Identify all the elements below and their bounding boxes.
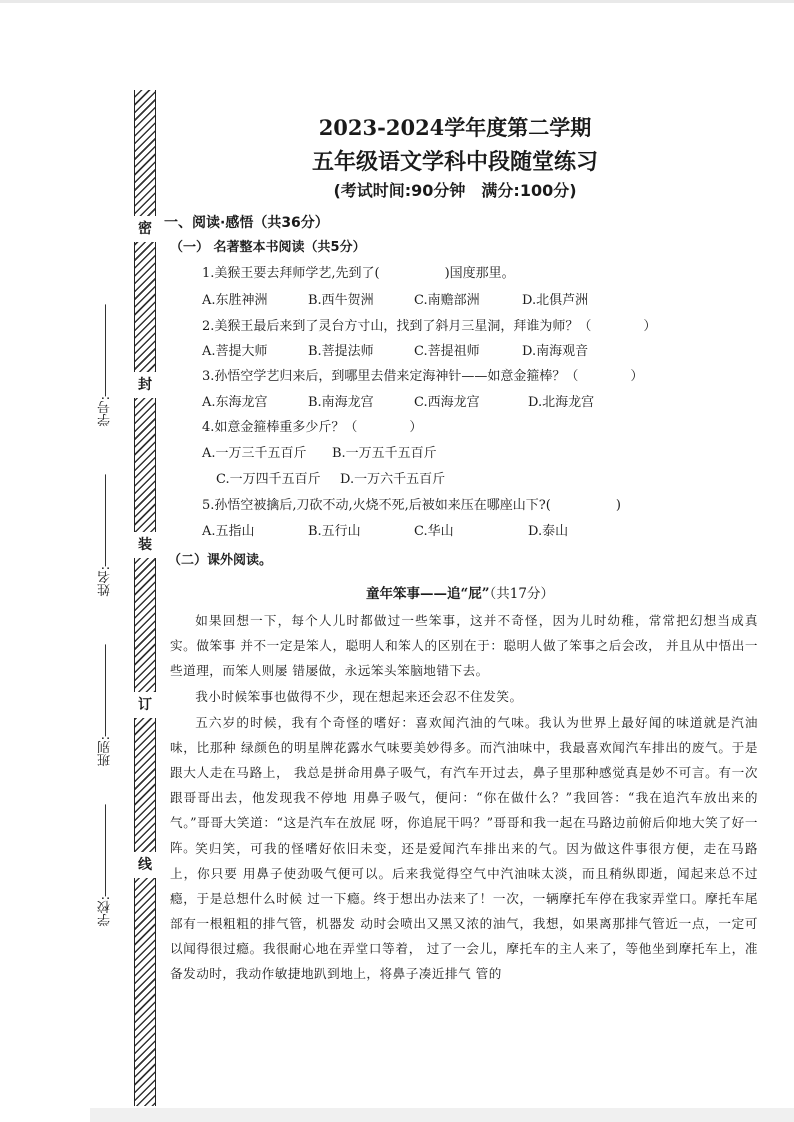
class-field[interactable] <box>96 640 126 766</box>
binding-mark-zhuang: 装 <box>134 532 156 558</box>
option[interactable]: A.一万三千五百斤 <box>202 446 307 461</box>
school-label: 学校: <box>98 896 113 927</box>
student-name-field[interactable] <box>96 470 126 596</box>
binding-strip <box>134 90 156 1106</box>
school-field[interactable] <box>96 800 126 926</box>
article-paragraph-4: 笑归笑，可我的怪嗜好依旧未变，还是爱闻汽车排出来的气。因为做这件事很方便，走在马路上，你只要 用鼻子使劲吸气便可以。后来我觉得空气中汽油味太淡，而且稍纵即逝，闻起来总不过瘾，于是总想什么时候 过一下瘾。终于想出办法来了！一次，一辆摩托车停在我家弄堂口。摩托车尾部有一根粗粗的排气管，机器发 动时会喷出又黑又浓的油气，我想，如果离那排气管近一点，一定可以闻得很过瘾。我很耐心地在弄堂口等着， 过了一会儿，摩托车的主人来了，等他坐到摩托车上，准备发动时，我动作敏捷地趴到地上，将鼻子凑近排气 管的 <box>170 841 758 981</box>
option[interactable]: B.西牛贺洲 <box>308 293 374 308</box>
section-1-heading: 一、阅读·感悟（共36分） <box>164 215 329 231</box>
article-score: （共17分） <box>489 586 554 602</box>
exam-title-term: 2023-2024学年度第二学期 <box>318 115 592 140</box>
option[interactable]: C.西海龙宫 <box>414 395 480 410</box>
option[interactable]: D.一万六千五百斤 <box>340 472 446 487</box>
option[interactable]: D.南海观音 <box>522 344 589 359</box>
binding-mark-ding: 订 <box>134 692 156 718</box>
page-edge <box>90 1108 794 1122</box>
question-3: 3.孙悟空学艺归来后，到哪里去借来定海神针——如意金箍棒？（ ） <box>202 369 644 384</box>
option[interactable]: A.菩提大师 <box>202 344 268 359</box>
option[interactable]: D.泰山 <box>528 524 569 539</box>
page-edge <box>0 0 794 3</box>
option[interactable]: D.北俱芦洲 <box>522 293 589 308</box>
question-1: 1.美猴王要去拜师学艺,先到了( )国度那里。 <box>202 266 515 281</box>
binding-mark-xian: 线 <box>134 852 156 878</box>
binding-mark-mi: 密 <box>134 216 156 242</box>
option[interactable]: A.东胜神洲 <box>202 293 268 308</box>
option[interactable]: C.一万四千五百斤 <box>216 472 321 487</box>
option[interactable]: B.菩提法师 <box>308 344 374 359</box>
student-number-label: 学号: <box>98 396 113 427</box>
article-paragraph-2: 我小时候笨事也做得不少，现在想起来还会忍不住发笑。 <box>195 689 523 704</box>
student-number-field[interactable] <box>96 300 126 426</box>
option[interactable]: C.菩提祖师 <box>414 344 480 359</box>
option[interactable]: B.南海龙宫 <box>308 395 374 410</box>
option[interactable]: C.华山 <box>414 524 454 539</box>
article-paragraph-3: 五六岁的时候，我有个奇怪的嗜好：喜欢闻汽油的气味。我认为世界上最好闻的味道就是汽油味，比那种 绿颜色的明星牌花露水气味要美妙得多。而汽油味中，我最喜欢闻汽车排出的废气。于是跟大人走在马路上， 我总是拼命用鼻子吸气，有汽车开过去，鼻子里那种感觉真是妙不可言。有一次跟哥哥出去，他发现我不停地 用鼻子吸气，便问：“你在做什么？”我回答：“我在追汽车放出来的气。”哥哥大笑道：“这是汽车在放屁 呀，你追屁干吗？”哥哥和我一起在马路边前俯后仰地大笑了好一阵。 <box>170 715 758 855</box>
student-name-label: 姓名: <box>98 566 113 597</box>
binding-mark-feng: 封 <box>134 372 156 398</box>
question-2: 2.美猴王最后来到了灵台方寸山，找到了斜月三星洞，拜谁为师？（ ） <box>202 319 657 334</box>
article-title-text: 童年笨事——追“屁” <box>366 586 490 602</box>
article-title <box>160 582 760 602</box>
exam-info: (考试时间:90分钟 满分:100分) <box>333 181 577 200</box>
option[interactable]: C.南赡部洲 <box>414 293 480 308</box>
part-2-heading: （二）课外阅读。 <box>168 553 273 568</box>
option[interactable]: D.北海龙宫 <box>528 395 595 410</box>
option[interactable]: A.五指山 <box>202 524 255 539</box>
option[interactable]: B.五行山 <box>308 524 361 539</box>
exam-title-subject: 五年级语文学科中段随堂练习 <box>311 149 598 175</box>
option[interactable]: B.一万五千五百斤 <box>332 446 437 461</box>
class-label: 班别: <box>98 736 113 767</box>
question-5: 5.孙悟空被擒后,刀砍不动,火烧不死,后被如来压在哪座山下?( ) <box>202 498 621 513</box>
article-paragraph-1: 如果回想一下，每个人儿时都做过一些笨事，这并不奇怪，因为儿时幼稚，常常把幻想当成真实。做笨事 并不一定是笨人，聪明人和笨人的区别在于：聪明人做了笨事之后会改， 并且从中悟出一些道理，而笨人则屡 错屡做，永远笨头笨脑地错下去。 <box>170 613 758 678</box>
question-4: 4.如意金箍棒重多少斤？（ ） <box>202 420 423 435</box>
part-1-heading: （一） 名著整本书阅读（共5分） <box>170 240 366 255</box>
option[interactable]: A.东海龙宫 <box>202 395 268 410</box>
